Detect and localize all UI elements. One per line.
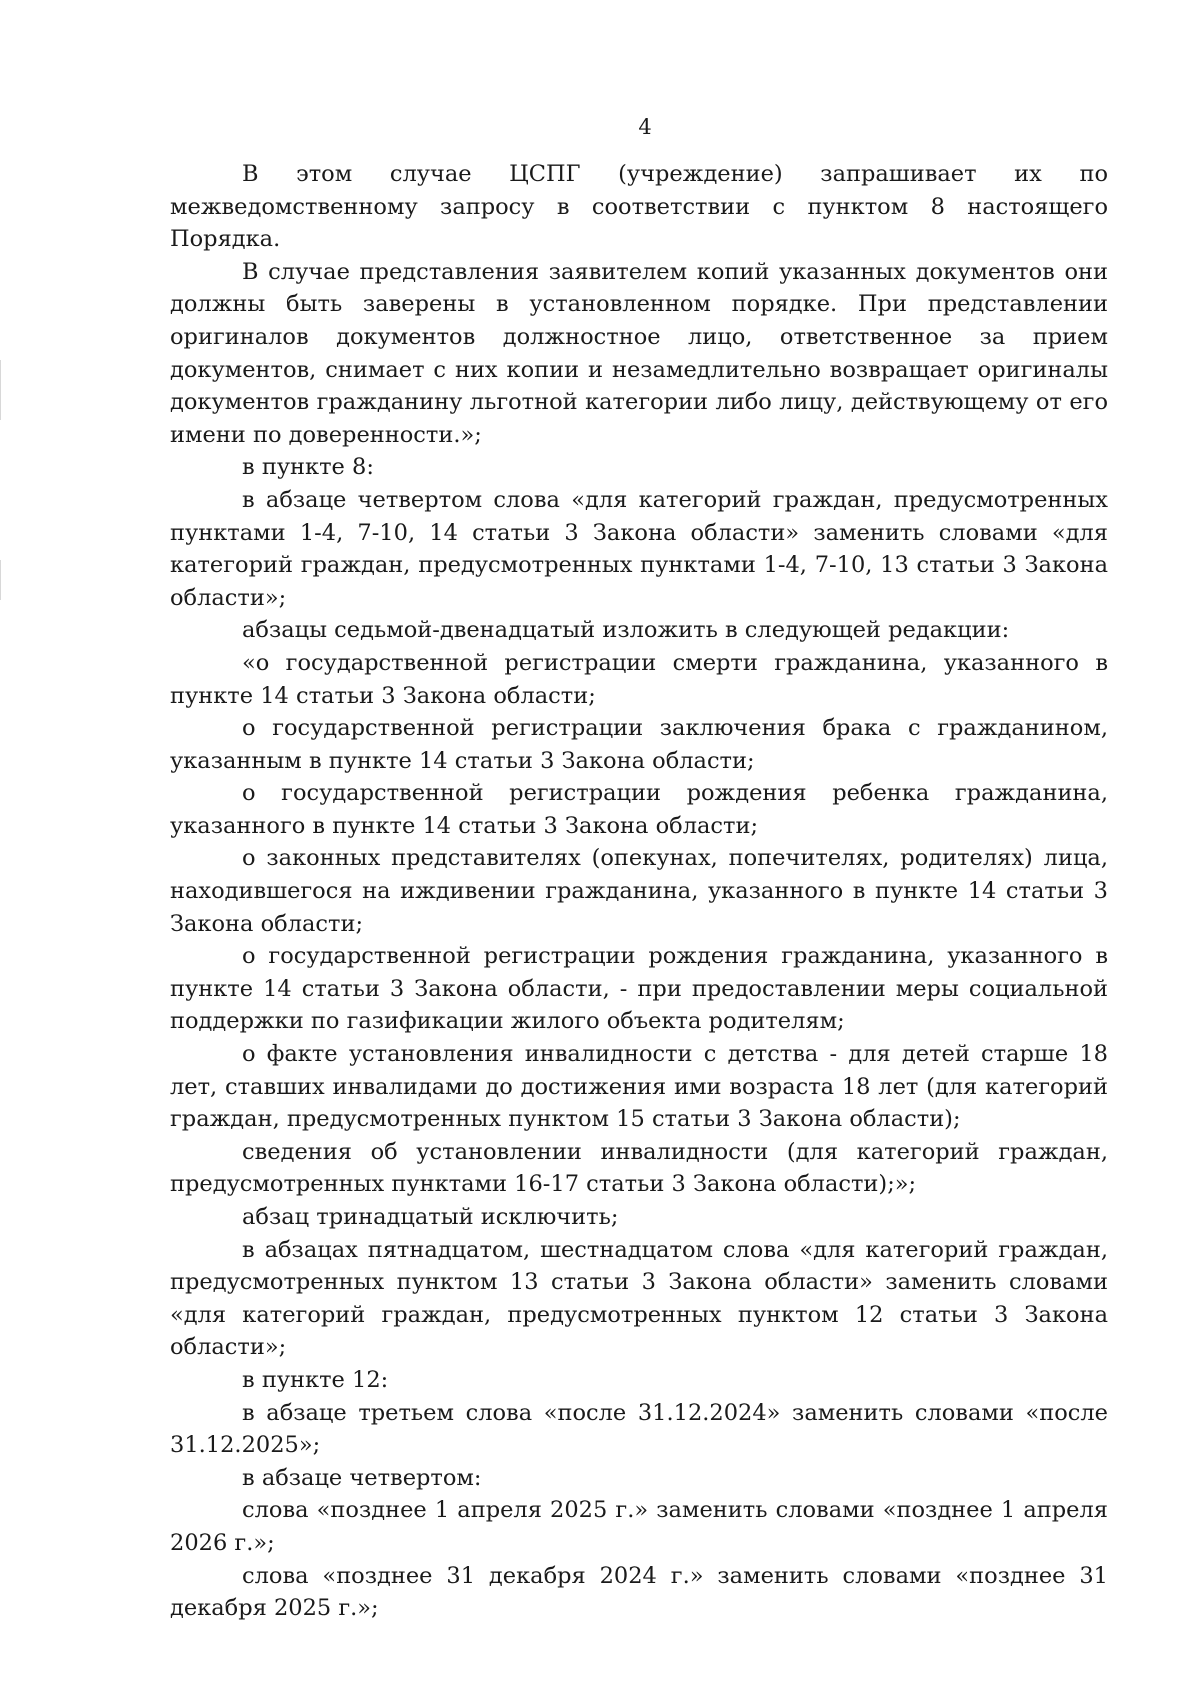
paragraph: в пункте 12:	[242, 1366, 389, 1393]
paragraph: о факте установления инвалидности с детства - для детей старше 18 лет, ставших инвалидами до достижения ими возраста 18 лет (для категорий граждан, предусмотренных пунктом 15 статьи 3 Закона области);	[170, 1041, 1108, 1133]
paragraph: в абзаце четвертом:	[242, 1464, 482, 1491]
paragraph: о государственной регистрации рождения ребенка гражданина, указанного в пункте 14 статьи 3 Закона области;	[170, 780, 1108, 839]
paragraph: В случае представления заявителем копий указанных документов они должны быть заверены в установленном порядке. При представлении оригиналов документов должностное лицо, ответственное за прием документов, снимает с них копии и незамедлительно возвращает оригиналы документов гражданину льготной категории либо лицу, действующему от его имени по доверенности.»;	[170, 258, 1108, 448]
paragraph: слова «позднее 1 апреля 2025 г.» заменить словами «позднее 1 апреля 2026 г.»;	[170, 1497, 1108, 1556]
paragraph: в абзаце четвертом слова «для категорий граждан, предусмотренных пунктами 1-4, 7-10, 14 статьи 3 Закона области» заменить словами «для категорий граждан, предусмотренных пунктами 1-4, 7-10, 13 статьи 3 Закона области»;	[170, 486, 1108, 611]
scan-edge-mark	[0, 360, 1, 420]
paragraph: «о государственной регистрации смерти гражданина, указанного в пункте 14 статьи 3 Закона области;	[170, 649, 1108, 709]
document-body	[170, 158, 1108, 1625]
paragraph: о законных представителях (опекунах, попечителях, родителях) лица, находившегося на иждивении гражданина, указанного в пункте 14 статьи 3 Закона области;	[170, 845, 1108, 937]
paragraph: в пункте 8:	[242, 454, 374, 481]
paragraph: абзацы седьмой-двенадцатый изложить в следующей редакции:	[242, 617, 1010, 644]
paragraph: о государственной регистрации рождения гражданина, указанного в пункте 14 статьи 3 Закона области, - при предоставлении меры социальной поддержки по газификации жилого объекта родителям;	[170, 943, 1108, 1035]
paragraph: в абзаце третьем слова «после 31.12.2024» заменить словами «после 31.12.2025»;	[170, 1399, 1108, 1459]
paragraph: абзац тринадцатый исключить;	[242, 1204, 619, 1230]
paragraph: в абзацах пятнадцатом, шестнадцатом слова «для категорий граждан, предусмотренных пунктом 13 статьи 3 Закона области» заменить словами «для категорий граждан, предусмотренных пунктом 12 статьи 3 Закона области»;	[170, 1236, 1108, 1361]
paragraph: сведения об установлении инвалидности (для категорий граждан, предусмотренных пунктами 16-17 статьи 3 Закона области);»;	[170, 1138, 1108, 1198]
paragraph: о государственной регистрации заключения брака с гражданином, указанным в пункте 14 статьи 3 Закона области;	[170, 715, 1108, 774]
page-number: 4	[638, 115, 652, 139]
paragraph: слова «позднее 31 декабря 2024 г.» заменить словами «позднее 31 декабря 2025 г.»;	[170, 1562, 1108, 1622]
paragraph: В этом случае ЦСПГ (учреждение) запрашивает их по межведомственному запросу в соответствии с пунктом 8 настоящего Порядка.	[170, 161, 1108, 253]
scan-edge-mark	[0, 560, 1, 600]
